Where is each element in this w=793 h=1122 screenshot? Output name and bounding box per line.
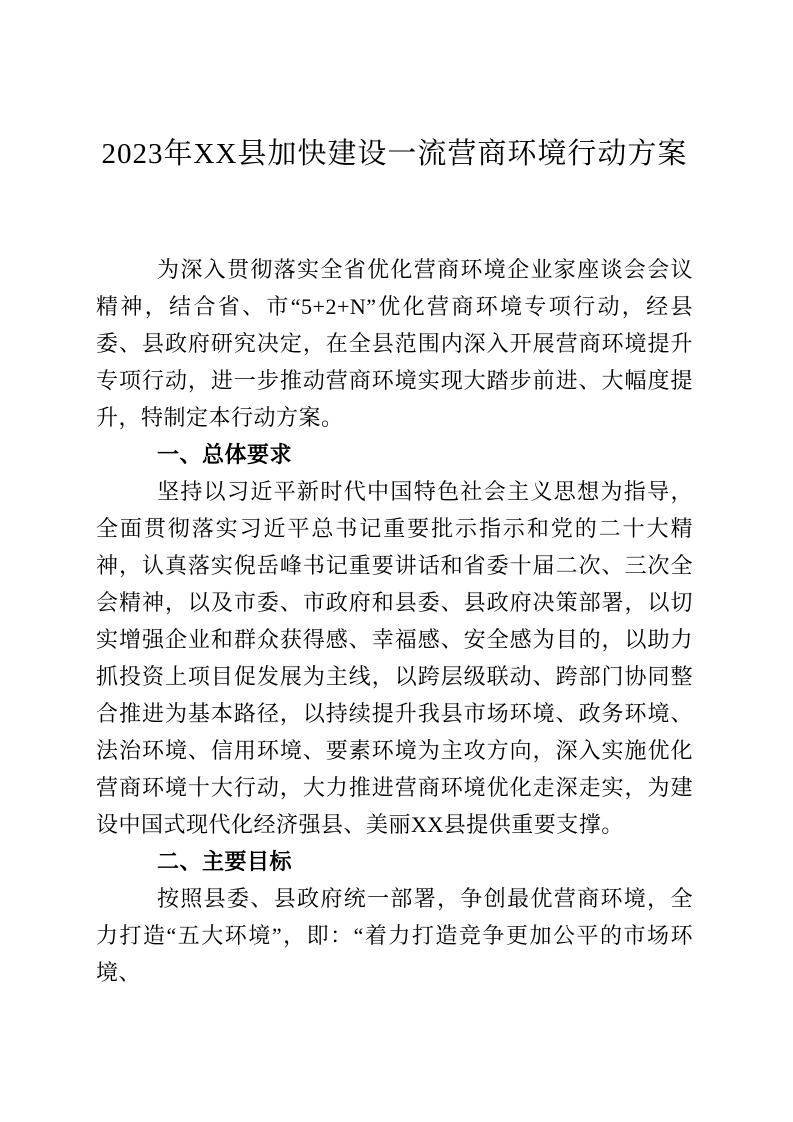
main-goals-paragraph: 按照县委、县政府统一部署，争创最优营商环境，全力打造“五大环境”，即：“着力打造竞争更加公平的市场环境、 — [96, 886, 693, 985]
overall-requirements-paragraph: 坚持以习近平新时代中国特色社会主义思想为指导，全面贯彻落实习近平总书记重要批示指示和党的二十大精神，认真落实倪岳峰书记重要讲话和省委十届二次、三次全会精神，以及市委、市政府和县委、县政府决策部署，以切实增强企业和群众获得感、幸福感、安全感为目的，以助力抓投资上项目促发展为主线，以跨层级联动、跨部门协同整合推进为基本路径，以持续提升我县市场环境、政务环境、法治环境、信用环境、要素环境为主攻方向，深入实施优化营商环境十大行动，大力推进营商环境优化走深走实，为建设中国式现代化经济强县、美丽XX县提供重要支撑。 — [96, 479, 693, 837]
intro-paragraph: 为深入贯彻落实全省优化营商环境企业家座谈会会议精神，结合省、市“5+2+N”优化营商环境专项行动，经县委、县政府研究决定，在全县范围内深入开展营商环境提升专项行动，进一步推动营商环境实现大踏步前进、大幅度提升，特制定本行动方案。 — [96, 257, 693, 430]
section-heading-overall-requirements: 一、总体要求 — [157, 442, 293, 467]
document-title: 2023年XX县加快建设一流营商环境行动方案 — [101, 138, 688, 170]
section-heading-main-goals: 二、主要目标 — [157, 849, 293, 874]
